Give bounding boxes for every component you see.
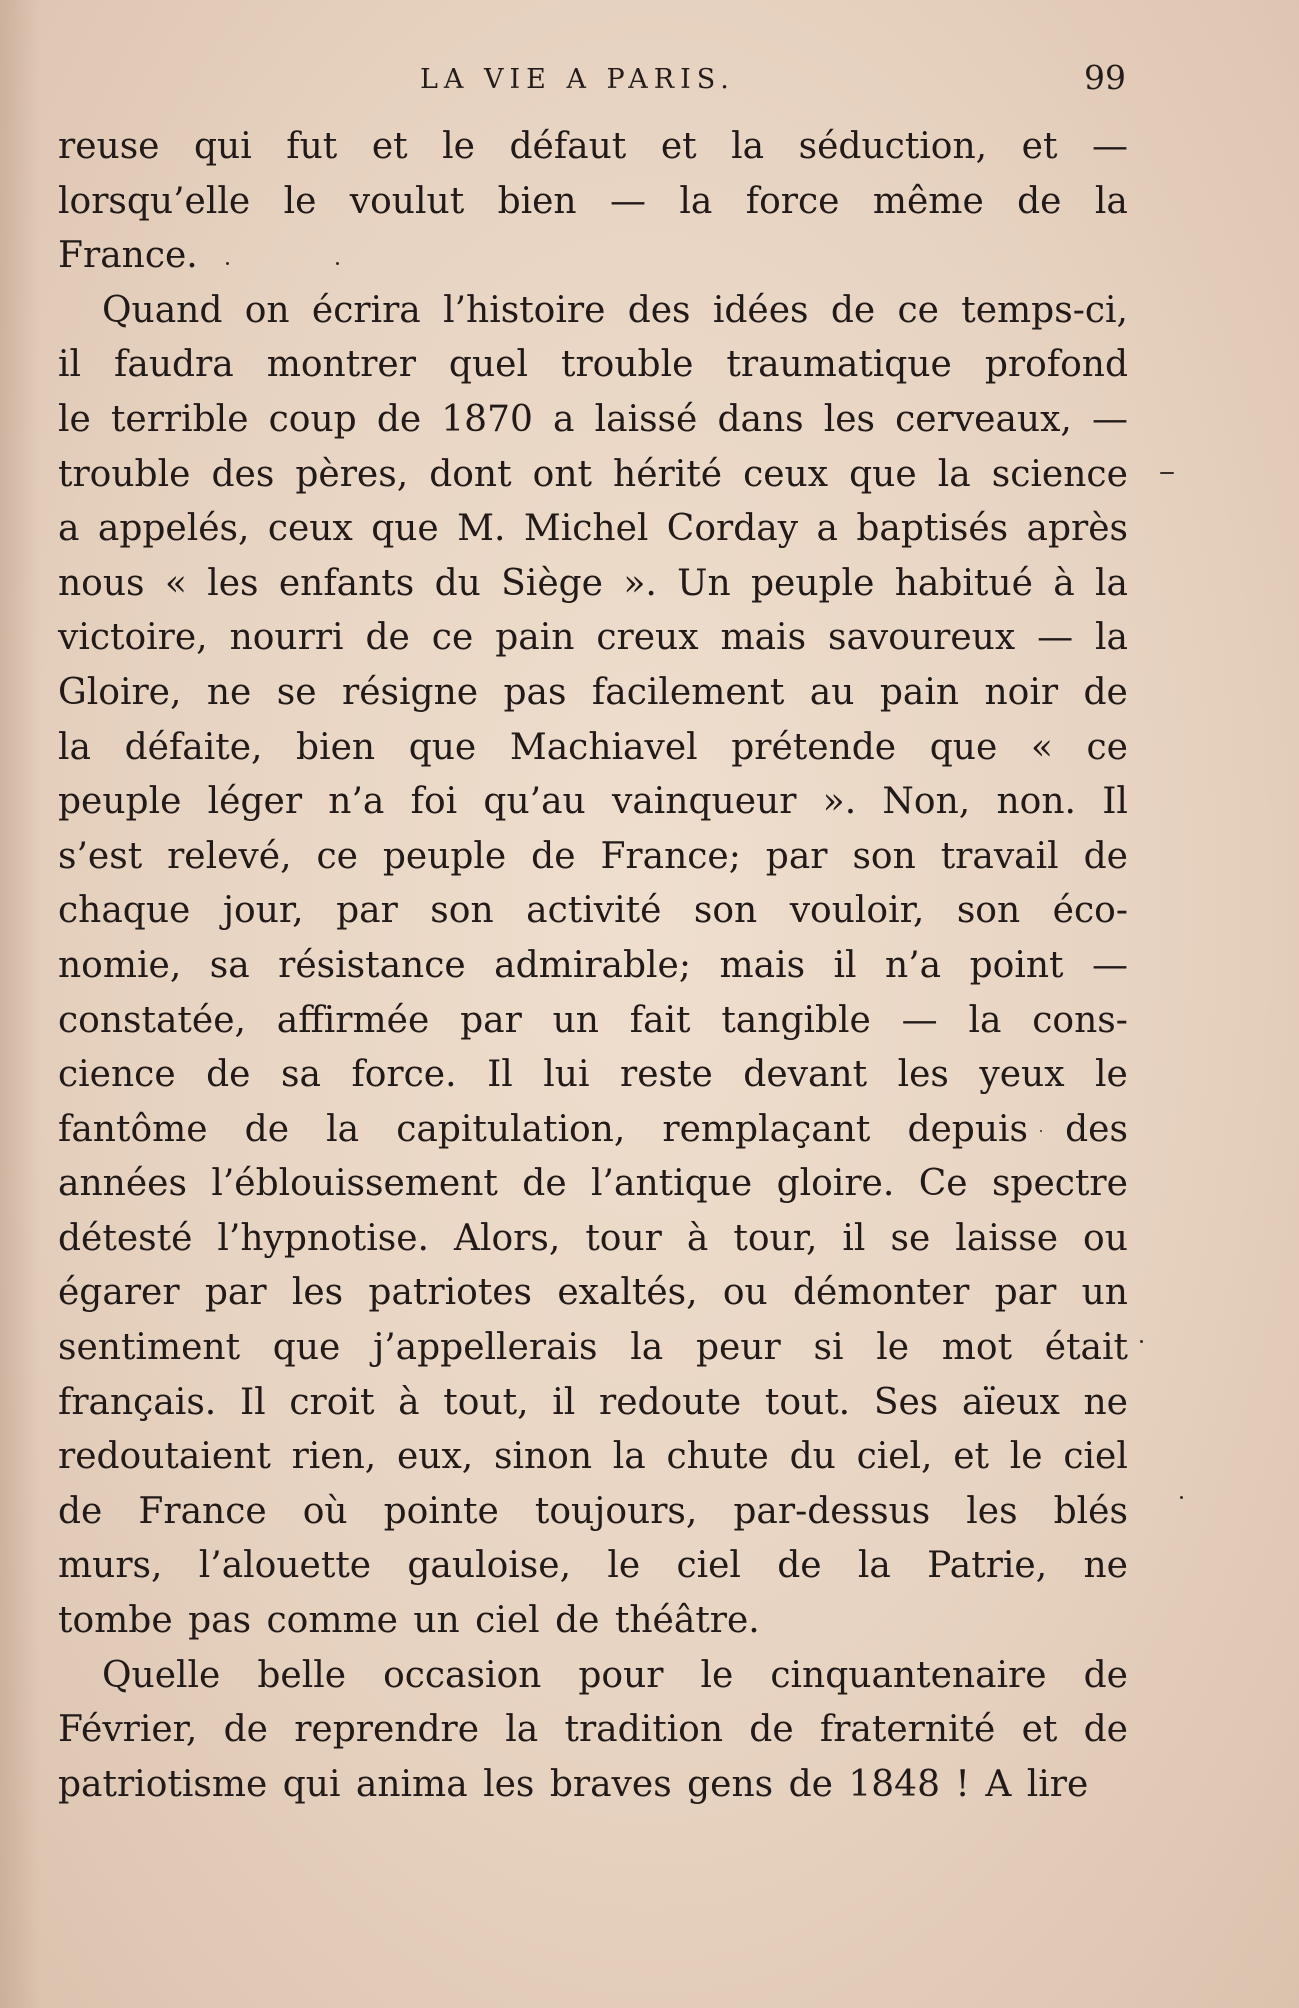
body-text <box>58 120 1128 1812</box>
text-line: victoire, nourri de ce pain creux mais savoureux — la <box>58 617 1128 659</box>
print-speck <box>1160 472 1174 474</box>
text-line: années l’éblouissement de l’antique gloire. Ce spectre <box>58 1163 1128 1205</box>
print-speck <box>1040 1130 1042 1132</box>
text-line: français. Il croit à tout, il redoute tout. Ses aïeux ne <box>58 1381 1128 1423</box>
text-line: lorsqu’elle le voulut bien — la force même de la <box>58 180 1128 222</box>
text-line: cience de sa force. Il lui reste devant les yeux le <box>58 1054 1128 1096</box>
text-line: a appelés, ceux que M. Michel Corday a baptisés après <box>58 508 1128 550</box>
text-line: égarer par les patriotes exaltés, ou démonter par un <box>58 1272 1128 1314</box>
text-line: France. <box>58 235 198 277</box>
text-line: reuse qui fut et le défaut et la séduction, et — <box>58 126 1128 167</box>
text-line: constatée, affirmée par un fait tangible — la cons- <box>58 999 1128 1041</box>
text-line: nomie, sa résistance admirable; mais il n’a point — <box>58 944 1128 986</box>
text-line: patriotisme qui anima les braves gens de 1848 ! A lire <box>58 1763 1089 1805</box>
text-line: détesté l’hypnotise. Alors, tour à tour, il se laisse ou <box>58 1217 1128 1259</box>
text-line: Gloire, ne se résigne pas facilement au pain noir de <box>58 671 1128 713</box>
text-line: Février, de reprendre la tradition de fraternité et de <box>58 1709 1128 1751</box>
page-edge-shadow <box>0 0 40 2008</box>
print-speck <box>336 262 339 265</box>
text-line: de France où pointe toujours, par-dessus les blés <box>58 1490 1128 1532</box>
text-line: redoutaient rien, eux, sinon la chute du ciel, et le ciel <box>58 1436 1128 1478</box>
text-line: sentiment que j’appellerais la peur si le mot était <box>58 1327 1128 1369</box>
text-line: nous « les enfants du Siège ». Un peuple habitué à la <box>58 562 1128 604</box>
text-line: la défaite, bien que Machiavel prétende que « ce <box>58 726 1128 768</box>
text-line: le terrible coup de 1870 a laissé dans les cerveaux, — <box>58 398 1128 440</box>
running-title: LA VIE A PARIS. <box>420 64 735 95</box>
text-line: chaque jour, par son activité son vouloir, son éco- <box>58 890 1128 932</box>
text-line: trouble des pères, dont ont hérité ceux que la science <box>58 453 1128 495</box>
text-line: s’est relevé, ce peuple de France; par son travail de <box>58 835 1128 877</box>
text-line: il faudra montrer quel trouble traumatique profond <box>58 344 1128 386</box>
text-line: murs, l’alouette gauloise, le ciel de la Patrie, ne <box>58 1545 1128 1587</box>
text-line: tombe pas comme un ciel de théâtre. <box>58 1600 760 1642</box>
text-line: Quand on écrira l’histoire des idées de ce temps-ci, <box>102 289 1128 331</box>
print-speck <box>1180 1496 1183 1499</box>
page-header <box>0 58 1299 108</box>
page-number: 99 <box>1084 58 1126 97</box>
text-line: Quelle belle occasion pour le cinquantenaire de <box>102 1654 1128 1696</box>
text-line: fantôme de la capitulation, remplaçant depuis des <box>58 1108 1128 1150</box>
print-speck <box>226 262 229 265</box>
print-speck <box>1140 1340 1143 1343</box>
text-line: peuple léger n’a foi qu’au vainqueur ». Non, non. Il <box>58 781 1128 823</box>
